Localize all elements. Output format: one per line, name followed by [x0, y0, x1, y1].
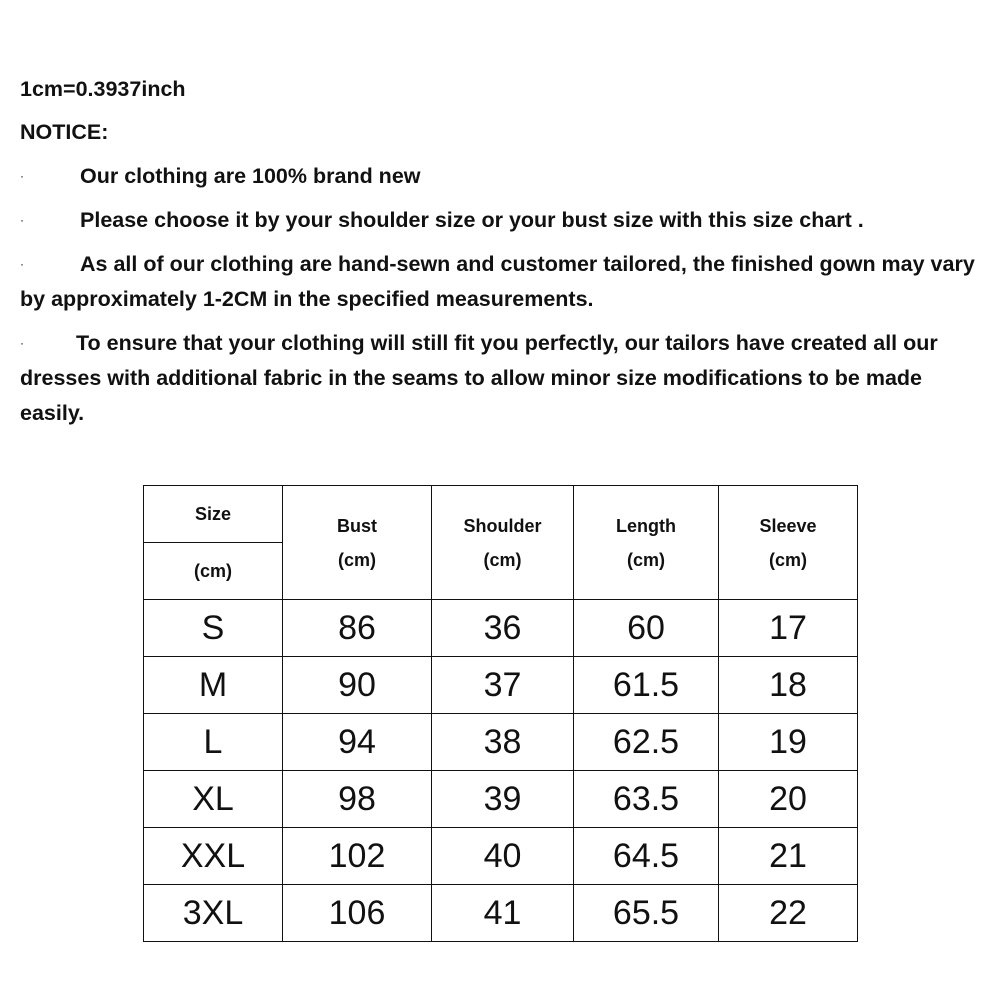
shoulder-cell: 40 [432, 828, 574, 885]
column-header-bust [283, 486, 432, 600]
bullet: · [20, 169, 24, 183]
table-row [144, 885, 858, 942]
notice-item-text: Our clothing are 100% brand new [80, 164, 421, 188]
bust-cell: 102 [283, 828, 432, 885]
notice-item [20, 326, 985, 431]
bust-cell: 94 [283, 714, 432, 771]
length-cell: 60 [574, 600, 719, 657]
size-cell: L [144, 714, 283, 771]
length-cell: 64.5 [574, 828, 719, 885]
shoulder-cell: 38 [432, 714, 574, 771]
bust-cell: 86 [283, 600, 432, 657]
length-cell: 65.5 [574, 885, 719, 942]
notice-item [20, 159, 985, 194]
bust-cell: 98 [283, 771, 432, 828]
size-cell: XL [144, 771, 283, 828]
size-cell: XXL [144, 828, 283, 885]
column-header-length [574, 486, 719, 600]
sleeve-cell: 20 [719, 771, 858, 828]
size-header: Size [144, 486, 283, 543]
bust-cell: 106 [283, 885, 432, 942]
shoulder-cell: 36 [432, 600, 574, 657]
shoulder-cell: 41 [432, 885, 574, 942]
column-name: Length [616, 515, 676, 536]
bullet: · [20, 213, 24, 227]
column-header-sleeve [719, 486, 858, 600]
sleeve-cell: 17 [719, 600, 858, 657]
column-name: Bust [337, 515, 377, 536]
shoulder-cell: 37 [432, 657, 574, 714]
notice-item-text: To ensure that your clothing will still fit you perfectly, our tailors have created all our dresses with additional fabric in the seams to allow minor size modifications to be made easily. [20, 331, 938, 425]
size-cell: S [144, 600, 283, 657]
bullet: · [20, 336, 24, 350]
column-unit: (cm) [483, 549, 522, 570]
shoulder-cell: 39 [432, 771, 574, 828]
sleeve-cell: 22 [719, 885, 858, 942]
column-unit: (cm) [626, 549, 665, 570]
table-row [144, 771, 858, 828]
unit-conversion: 1cm=0.3937inch [20, 77, 186, 101]
table-row [144, 600, 858, 657]
notice-item [20, 203, 985, 238]
size-unit: (cm) [144, 543, 283, 600]
table-row [144, 828, 858, 885]
size-chart-table [143, 485, 858, 942]
table-row [144, 657, 858, 714]
bullet: · [20, 257, 24, 271]
notice-title: NOTICE: [20, 120, 109, 144]
column-unit: (cm) [768, 549, 807, 570]
table-header-row [144, 486, 858, 543]
notice-item [20, 247, 985, 317]
sleeve-cell: 21 [719, 828, 858, 885]
bust-cell: 90 [283, 657, 432, 714]
size-cell: 3XL [144, 885, 283, 942]
notice-section [20, 72, 985, 431]
length-cell: 62.5 [574, 714, 719, 771]
notice-item-text: As all of our clothing are hand-sewn and customer tailored, the finished gown may vary by approximately 1-2CM in the specified measurements. [20, 252, 975, 311]
length-cell: 61.5 [574, 657, 719, 714]
column-header-shoulder [432, 486, 574, 600]
column-name: Sleeve [759, 515, 817, 536]
sleeve-cell: 19 [719, 714, 858, 771]
column-unit: (cm) [337, 549, 376, 570]
sleeve-cell: 18 [719, 657, 858, 714]
length-cell: 63.5 [574, 771, 719, 828]
column-name: Shoulder [463, 515, 542, 536]
notice-item-text: Please choose it by your shoulder size or your bust size with this size chart . [80, 208, 864, 232]
size-cell: M [144, 657, 283, 714]
table-row [144, 714, 858, 771]
